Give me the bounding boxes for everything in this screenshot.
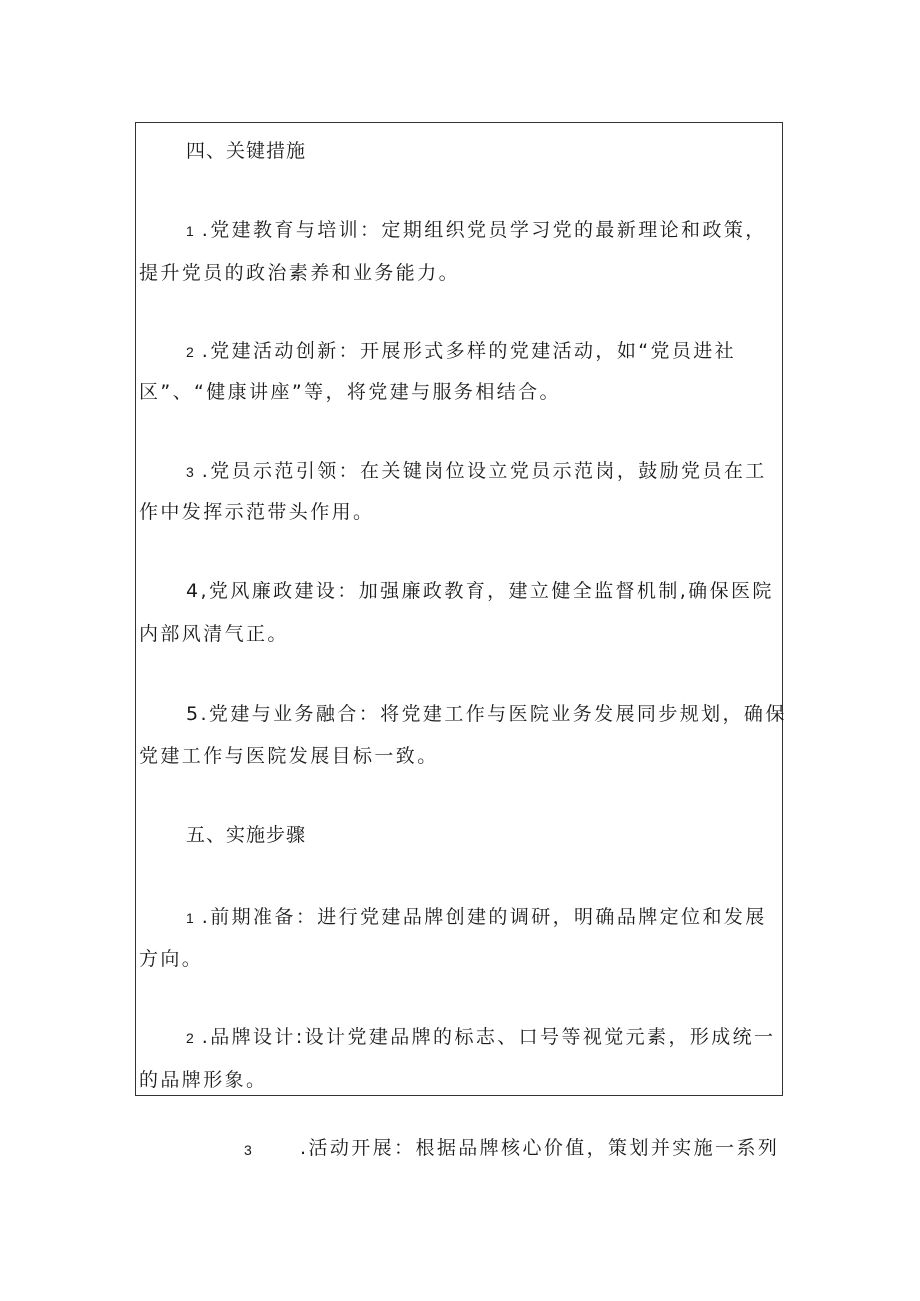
item-text: .党员示范引领：在关键岗位设立党员示范岗，鼓励党员在工 xyxy=(201,460,767,482)
measure-item-4-line-1: 4,党风廉政建设：加强廉政教育，建立健全监督机制,确保医院 xyxy=(186,580,774,602)
measure-item-4-line-2: 内部风清气正。 xyxy=(139,623,289,645)
measure-item-5-line-1: 5.党建与业务融合：将党建工作与医院业务发展同步规划，确保 xyxy=(186,703,787,725)
measure-item-5-line-2: 党建工作与医院发展目标一致。 xyxy=(139,745,439,767)
item-number: 3 xyxy=(186,464,194,480)
item-number: 1 xyxy=(186,223,194,239)
item-number: 2 xyxy=(186,344,194,360)
step-item-2-line-2: 的品牌形象。 xyxy=(139,1069,268,1091)
measure-item-1-line-2: 提升党员的政治素养和业务能力。 xyxy=(139,262,461,284)
item-number: 2 xyxy=(186,1030,194,1046)
measure-item-2-line-1 xyxy=(186,339,783,364)
item-number: 1 xyxy=(186,910,194,926)
measure-item-3-line-2: 作中发挥示范带头作用。 xyxy=(139,501,375,523)
item-text: .党建活动创新：开展形式多样的党建活动，如“党员进社 xyxy=(201,340,737,362)
trailing-item-text: .活动开展：根据品牌核心价值，策划并实施一系列 xyxy=(300,1137,780,1159)
trailing-item-number: 3 xyxy=(244,1142,252,1158)
step-item-1-line-1 xyxy=(186,905,783,930)
step-item-2-line-1 xyxy=(186,1025,783,1050)
measure-item-2-line-2: 区”、“健康讲座”等，将党建与服务相结合。 xyxy=(139,381,561,403)
measure-item-3-line-1 xyxy=(186,459,783,484)
measure-item-1-line-1 xyxy=(186,218,783,243)
item-text: .品牌设计:设计党建品牌的标志、口号等视觉元素，形成统一 xyxy=(201,1026,776,1048)
step-item-1-line-2: 方向。 xyxy=(139,948,204,970)
item-text: .前期准备：进行党建品牌创建的调研，明确品牌定位和发展 xyxy=(201,906,767,928)
item-text: .党建教育与培训：定期组织党员学习党的最新理论和政策， xyxy=(201,219,767,241)
section-heading-implementation-steps: 五、实施步骤 xyxy=(186,824,307,846)
section-heading-key-measures: 四、关键措施 xyxy=(186,140,307,162)
